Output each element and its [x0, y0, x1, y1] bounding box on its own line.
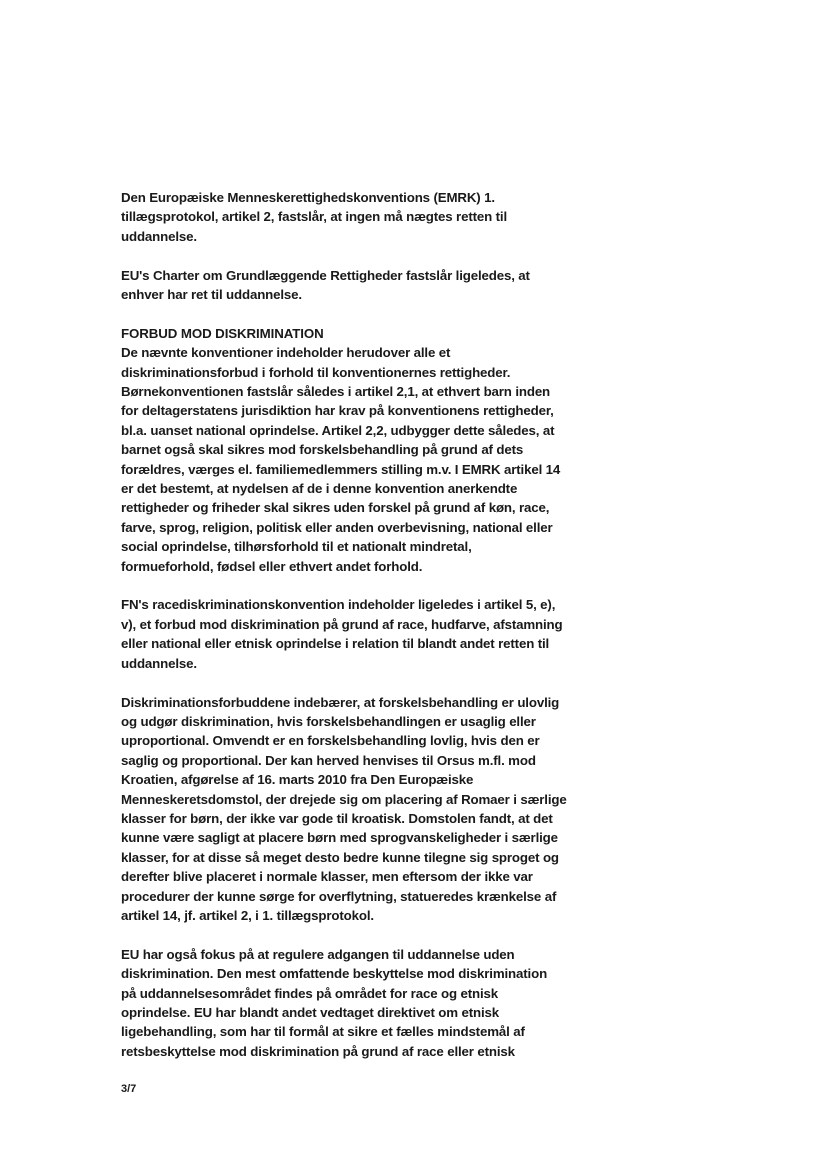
paragraph: [121, 595, 569, 673]
text-line: Den Europæiske Menneskerettighedskonventions (EMRK) 1.: [121, 190, 495, 205]
paragraph: [121, 693, 569, 926]
text-line: De nævnte konventioner indeholder herudover alle et: [121, 345, 451, 361]
text-line: klasser, for at disse så meget desto bedre kunne tilegne sig sproget og: [121, 849, 559, 865]
text-line: Kroatien, afgørelse af 16. marts 2010 fra Den Europæiske: [121, 772, 474, 788]
document-body: [121, 188, 569, 1081]
text-line: uddannelse.: [121, 655, 197, 671]
text-line: bl.a. uanset national oprindelse. Artikel 2,2, udbygger dette således, at: [121, 422, 555, 438]
text-line: social oprindelse, tilhørsforhold til et nationalt mindretal,: [121, 539, 472, 555]
paragraph: [121, 945, 569, 1061]
paragraph: [121, 188, 569, 246]
section-paragraph: [121, 324, 569, 576]
text-line: v), et forbud mod diskrimination på grund af race, hudfarve, afstamning: [121, 616, 563, 632]
text-line: forældres, værges el. familiemedlemmers stilling m.v. I EMRK artikel 14: [121, 461, 561, 477]
text-line: EU har også fokus på at regulere adgangen til uddannelse uden: [121, 946, 515, 962]
text-line: kunne være sagligt at placere børn med sprogvanskeligheder i særlige: [121, 830, 558, 846]
paragraph: [121, 266, 569, 305]
text-line: klasser for børn, der ikke var gode til kroatisk. Domstolen fandt, at det: [121, 810, 553, 826]
text-line: enhver har ret til uddannelse.: [121, 287, 302, 303]
text-line: barnet også skal sikres mod forskelsbehandling på grund af dets: [121, 442, 524, 458]
text-line: Menneskeretsdomstol, der drejede sig om placering af Romaer i særlige: [121, 791, 567, 807]
text-line: tillægsprotokol, artikel 2, fastslår, at ingen må nægtes retten til: [121, 209, 508, 225]
text-line: diskrimination. Den mest omfattende beskyttelse mod diskrimination: [121, 966, 548, 982]
text-line: diskriminationsforbud i forhold til konventionernes rettigheder.: [121, 364, 511, 380]
text-line: derefter blive placeret i normale klasser, men eftersom der ikke var: [121, 869, 533, 885]
text-line: og udgør diskrimination, hvis forskelsbehandlingen er usaglig eller: [121, 713, 536, 729]
text-line: for deltagerstatens jurisdiktion har krav på konventionens rettigheder,: [121, 403, 554, 419]
text-line: procedurer der kunne sørge for overflytning, statueredes krænkelse af: [121, 888, 557, 904]
section-heading: FORBUD MOD DISKRIMINATION: [121, 325, 324, 341]
text-line: artikel 14, jf. artikel 2, i 1. tillægsprotokol.: [121, 907, 374, 923]
text-line: farve, sprog, religion, politisk eller anden overbevisning, national eller: [121, 519, 553, 535]
text-line: på uddannelsesområdet findes på området for race og etnisk: [121, 985, 499, 1001]
page-number: 3/7: [121, 1083, 137, 1095]
text-line: retsbeskyttelse mod diskrimination på grund af race eller etnisk: [121, 1043, 515, 1059]
text-line: Børnekonventionen fastslår således i artikel 2,1, at ethvert barn inden: [121, 384, 551, 400]
text-line: uddannelse.: [121, 228, 197, 244]
text-line: saglig og proportional. Der kan herved henvises til Orsus m.fl. mod: [121, 752, 536, 768]
text-line: FN's racediskriminationskonvention indeholder ligeledes i artikel 5, e),: [121, 597, 556, 613]
text-line: Diskriminationsforbuddene indebærer, at forskelsbehandling er ulovlig: [121, 694, 560, 710]
text-line: eller national eller etnisk oprindelse i relation til blandt andet retten til: [121, 636, 550, 652]
text-line: uproportional. Omvendt er en forskelsbehandling lovlig, hvis den er: [121, 733, 540, 749]
text-line: oprindelse. EU har blandt andet vedtaget direktivet om etnisk: [121, 1004, 500, 1020]
text-line: rettigheder og friheder skal sikres uden forskel på grund af køn, race,: [121, 500, 550, 516]
text-line: er det bestemt, at nydelsen af de i denne konvention anerkendte: [121, 481, 518, 497]
text-line: formueforhold, fødsel eller ethvert andet forhold.: [121, 558, 423, 574]
text-line: ligebehandling, som har til formål at sikre et fælles mindstemål af: [121, 1024, 525, 1040]
text-line: EU's Charter om Grundlæggende Rettigheder fastslår ligeledes, at: [121, 267, 530, 283]
